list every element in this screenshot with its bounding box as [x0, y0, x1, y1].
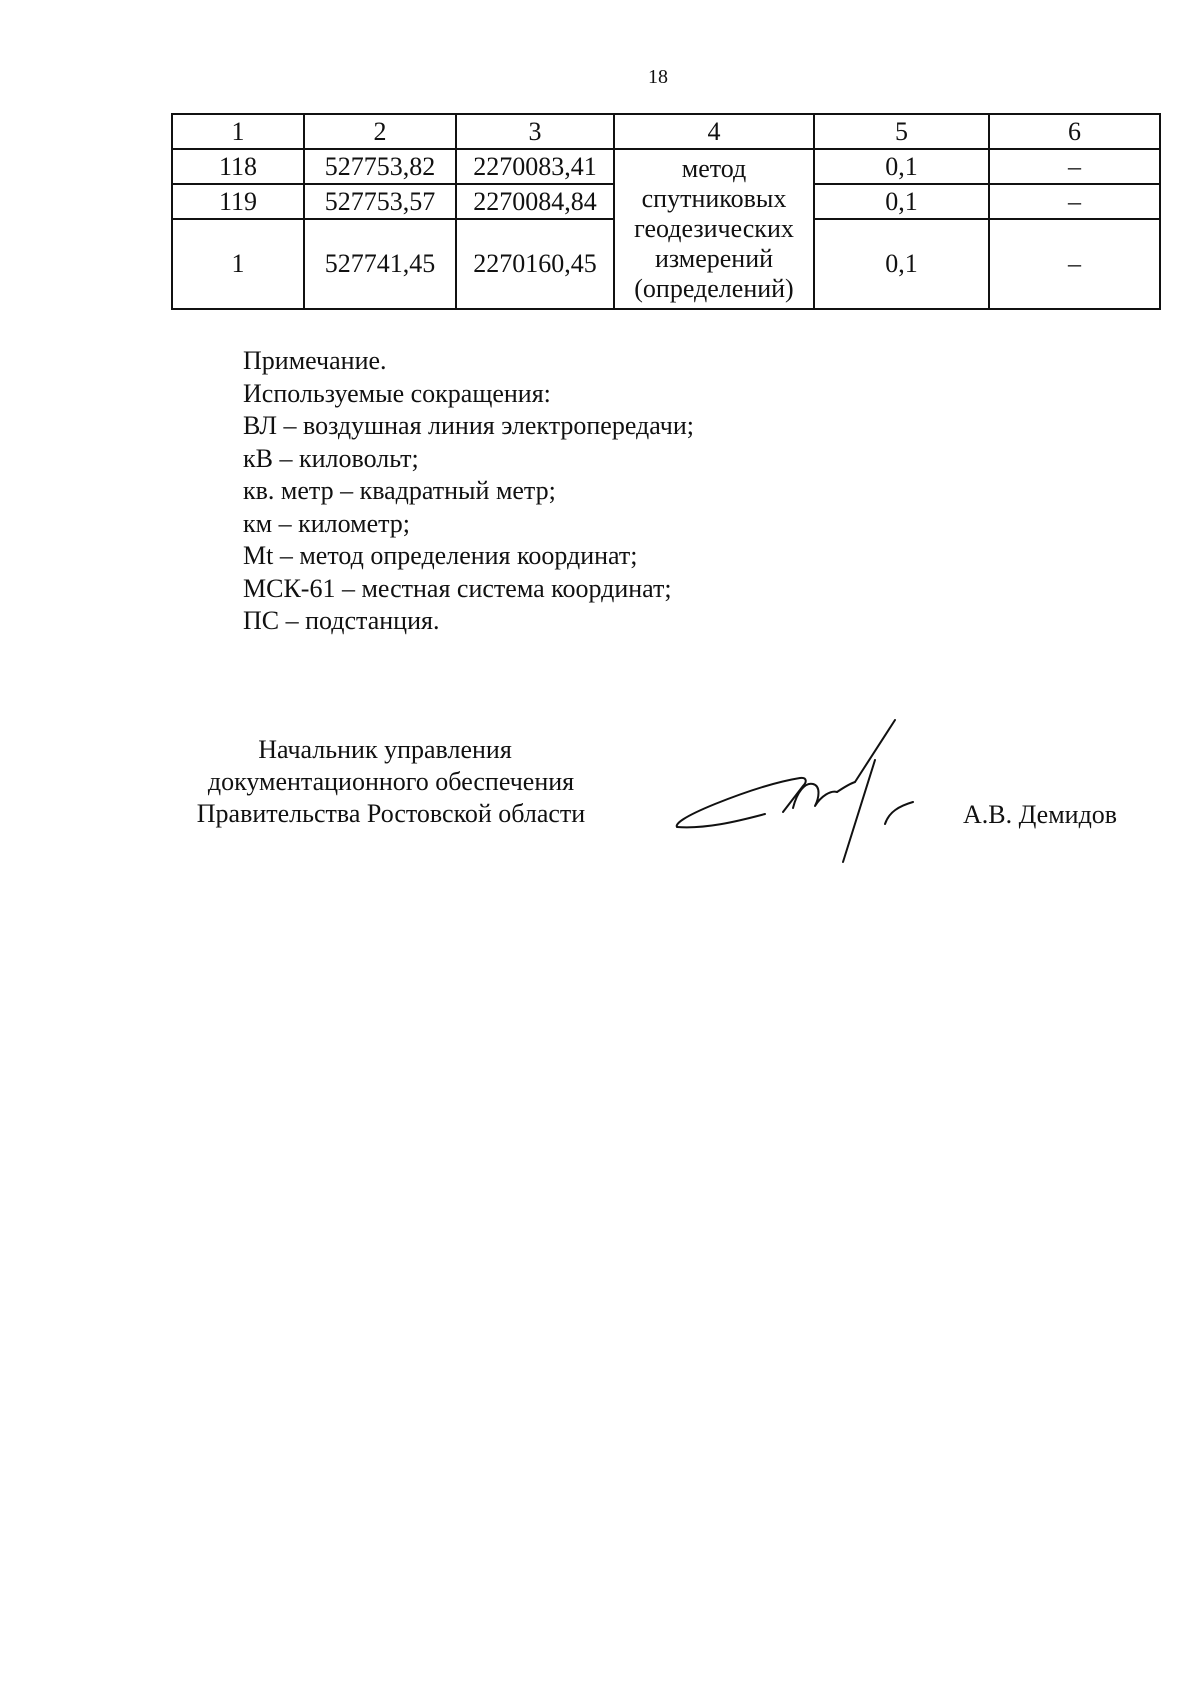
position-line: Начальник управления: [258, 735, 512, 764]
header-cell: 1: [172, 114, 304, 149]
header-cell: 5: [814, 114, 989, 149]
method-line: измерений: [654, 244, 774, 273]
coord-y: 2270084,84: [456, 184, 614, 219]
method-line: метод: [681, 154, 747, 183]
note-item: Mt – метод определения координат;: [243, 541, 638, 570]
coord-y: 2270083,41: [456, 149, 614, 184]
note-item: МСК-61 – местная система координат;: [243, 573, 672, 603]
accuracy: 0,1: [814, 149, 989, 184]
header-cell: 2: [304, 114, 456, 149]
point-number: 118: [172, 149, 304, 184]
description: –: [989, 184, 1160, 219]
handwritten-signature: [675, 712, 965, 872]
position-line: Правительства Ростовской области: [196, 799, 586, 828]
description: –: [989, 149, 1160, 184]
accuracy: 0,1: [814, 219, 989, 309]
signer-name: А.В. Демидов: [963, 800, 1118, 829]
signer-position: [171, 734, 611, 830]
method-cell: [614, 149, 814, 309]
coord-x: 527741,45: [304, 219, 456, 309]
notes-section: [243, 345, 694, 638]
point-number: 1: [172, 219, 304, 309]
point-number: 119: [172, 184, 304, 219]
method-line: (определений): [634, 274, 794, 303]
coord-y: 2270160,45: [456, 219, 614, 309]
header-cell: 3: [456, 114, 614, 149]
note-item: кВ – киловольт;: [243, 443, 419, 473]
page-number: 18: [648, 66, 668, 88]
note-item: кв. метр – квадратный метр;: [243, 476, 556, 505]
coord-x: 527753,57: [304, 184, 456, 219]
notes-title: Примечание.: [243, 346, 387, 375]
note-item: км – километр;: [243, 508, 411, 538]
table-row: [172, 149, 1160, 184]
position-line: документационного обеспечения: [207, 767, 575, 796]
header-cell: 6: [989, 114, 1160, 149]
notes-subtitle: Используемые сокращения:: [243, 378, 551, 408]
note-item: ВЛ – воздушная линия электропередачи;: [243, 411, 694, 440]
accuracy: 0,1: [814, 184, 989, 219]
note-item: ПС – подстанция.: [243, 606, 440, 635]
coord-x: 527753,82: [304, 149, 456, 184]
method-line: геодезических: [634, 214, 794, 243]
description: –: [989, 219, 1160, 309]
coordinates-table: [171, 113, 1161, 310]
method-line: спутниковых: [641, 184, 787, 213]
header-cell: 4: [614, 114, 814, 149]
table-header-row: [172, 114, 1160, 149]
